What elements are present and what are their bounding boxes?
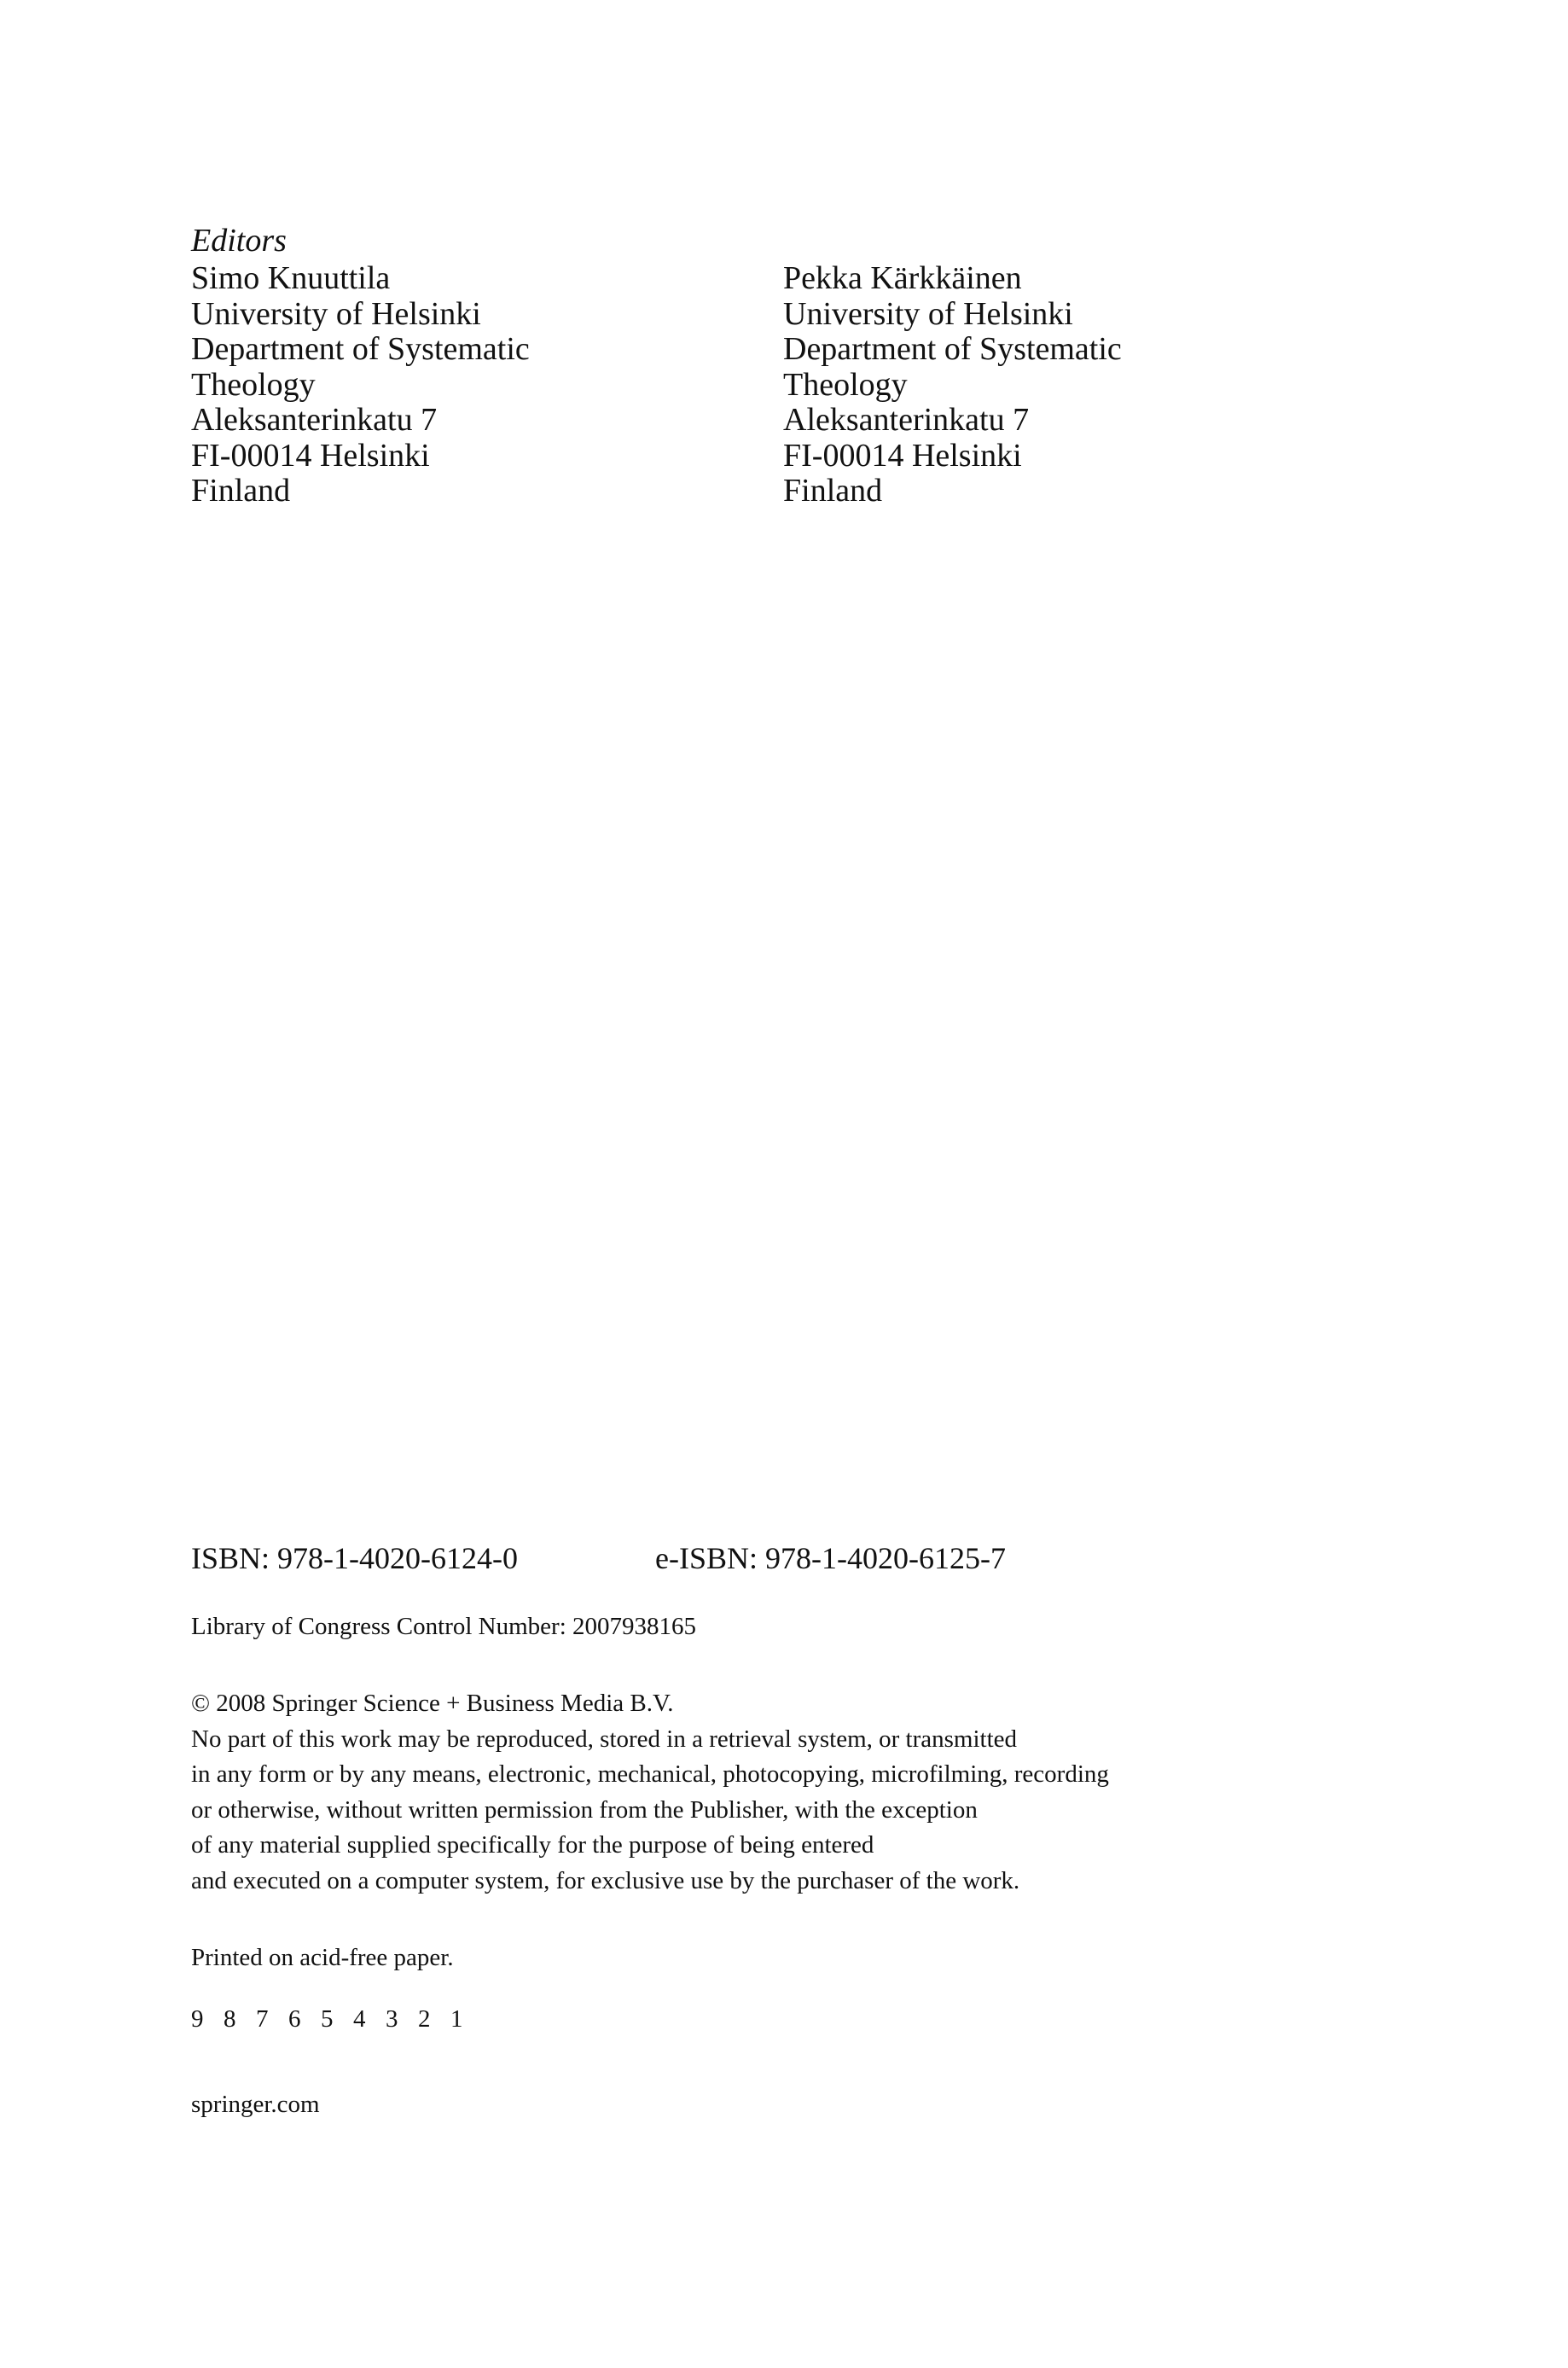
editor-name: Pekka Kärkkäinen	[783, 260, 1022, 296]
editor-department: Department of Systematic	[783, 331, 1122, 367]
editor-street: Aleksanterinkatu 7	[191, 402, 438, 438]
copyright-line: No part of this work may be reproduced, stored in a retrieval system, or transmitted	[191, 1725, 1018, 1753]
editor-country: Finland	[191, 473, 291, 509]
editor-department-cont: Theology	[191, 366, 316, 403]
print-run-digit: 9	[191, 2005, 205, 2033]
editor-address-left	[191, 261, 530, 509]
copyright-line: in any form or by any means, electronic, mechanical, photocopying, microfilming, recording	[191, 1760, 1109, 1788]
editor-country: Finland	[783, 473, 883, 509]
editor-department: Department of Systematic	[191, 331, 530, 367]
print-run-digit: 2	[418, 2005, 432, 2033]
print-run-numbers	[191, 2002, 483, 2038]
print-run-digit: 3	[386, 2005, 399, 2033]
copyright-line: and executed on a computer system, for exclusive use by the purchaser of the work.	[191, 1866, 1020, 1894]
print-run-digit: 7	[256, 2005, 270, 2033]
editor-postal: FI-00014 Helsinki	[783, 437, 1022, 474]
editor-postal: FI-00014 Helsinki	[191, 437, 430, 474]
editor-street: Aleksanterinkatu 7	[783, 402, 1030, 438]
library-of-congress-number: Library of Congress Control Number: 2007938165	[191, 1613, 697, 1640]
copyright-notice	[191, 1686, 1109, 1899]
editor-university: University of Helsinki	[191, 295, 481, 332]
editors-heading: Editors	[191, 223, 287, 259]
publisher-website: springer.com	[191, 2091, 320, 2118]
copyright-line: © 2008 Springer Science + Business Media B.V.	[191, 1690, 674, 1717]
editor-university: University of Helsinki	[783, 295, 1073, 332]
isbn: ISBN: 978-1-4020-6124-0	[191, 1541, 518, 1575]
copyright-line: or otherwise, without written permission from the Publisher, with the exception	[191, 1795, 978, 1824]
print-run-digit: 6	[288, 2005, 302, 2033]
print-run-digit: 8	[224, 2005, 237, 2033]
editor-address-right	[783, 261, 1122, 509]
print-run-digit: 5	[321, 2005, 334, 2033]
editor-name: Simo Knuuttila	[191, 260, 391, 296]
print-run-digit: 1	[450, 2005, 464, 2033]
e-isbn: e-ISBN: 978-1-4020-6125-7	[655, 1541, 1006, 1575]
copyright-line: of any material supplied specifically for the purpose of being entered	[191, 1831, 874, 1859]
paper-note: Printed on acid-free paper.	[191, 1944, 454, 1971]
editors-columns	[191, 261, 1385, 517]
print-run-digit: 4	[353, 2005, 367, 2033]
editor-department-cont: Theology	[783, 366, 908, 403]
editors-block	[191, 220, 1385, 517]
